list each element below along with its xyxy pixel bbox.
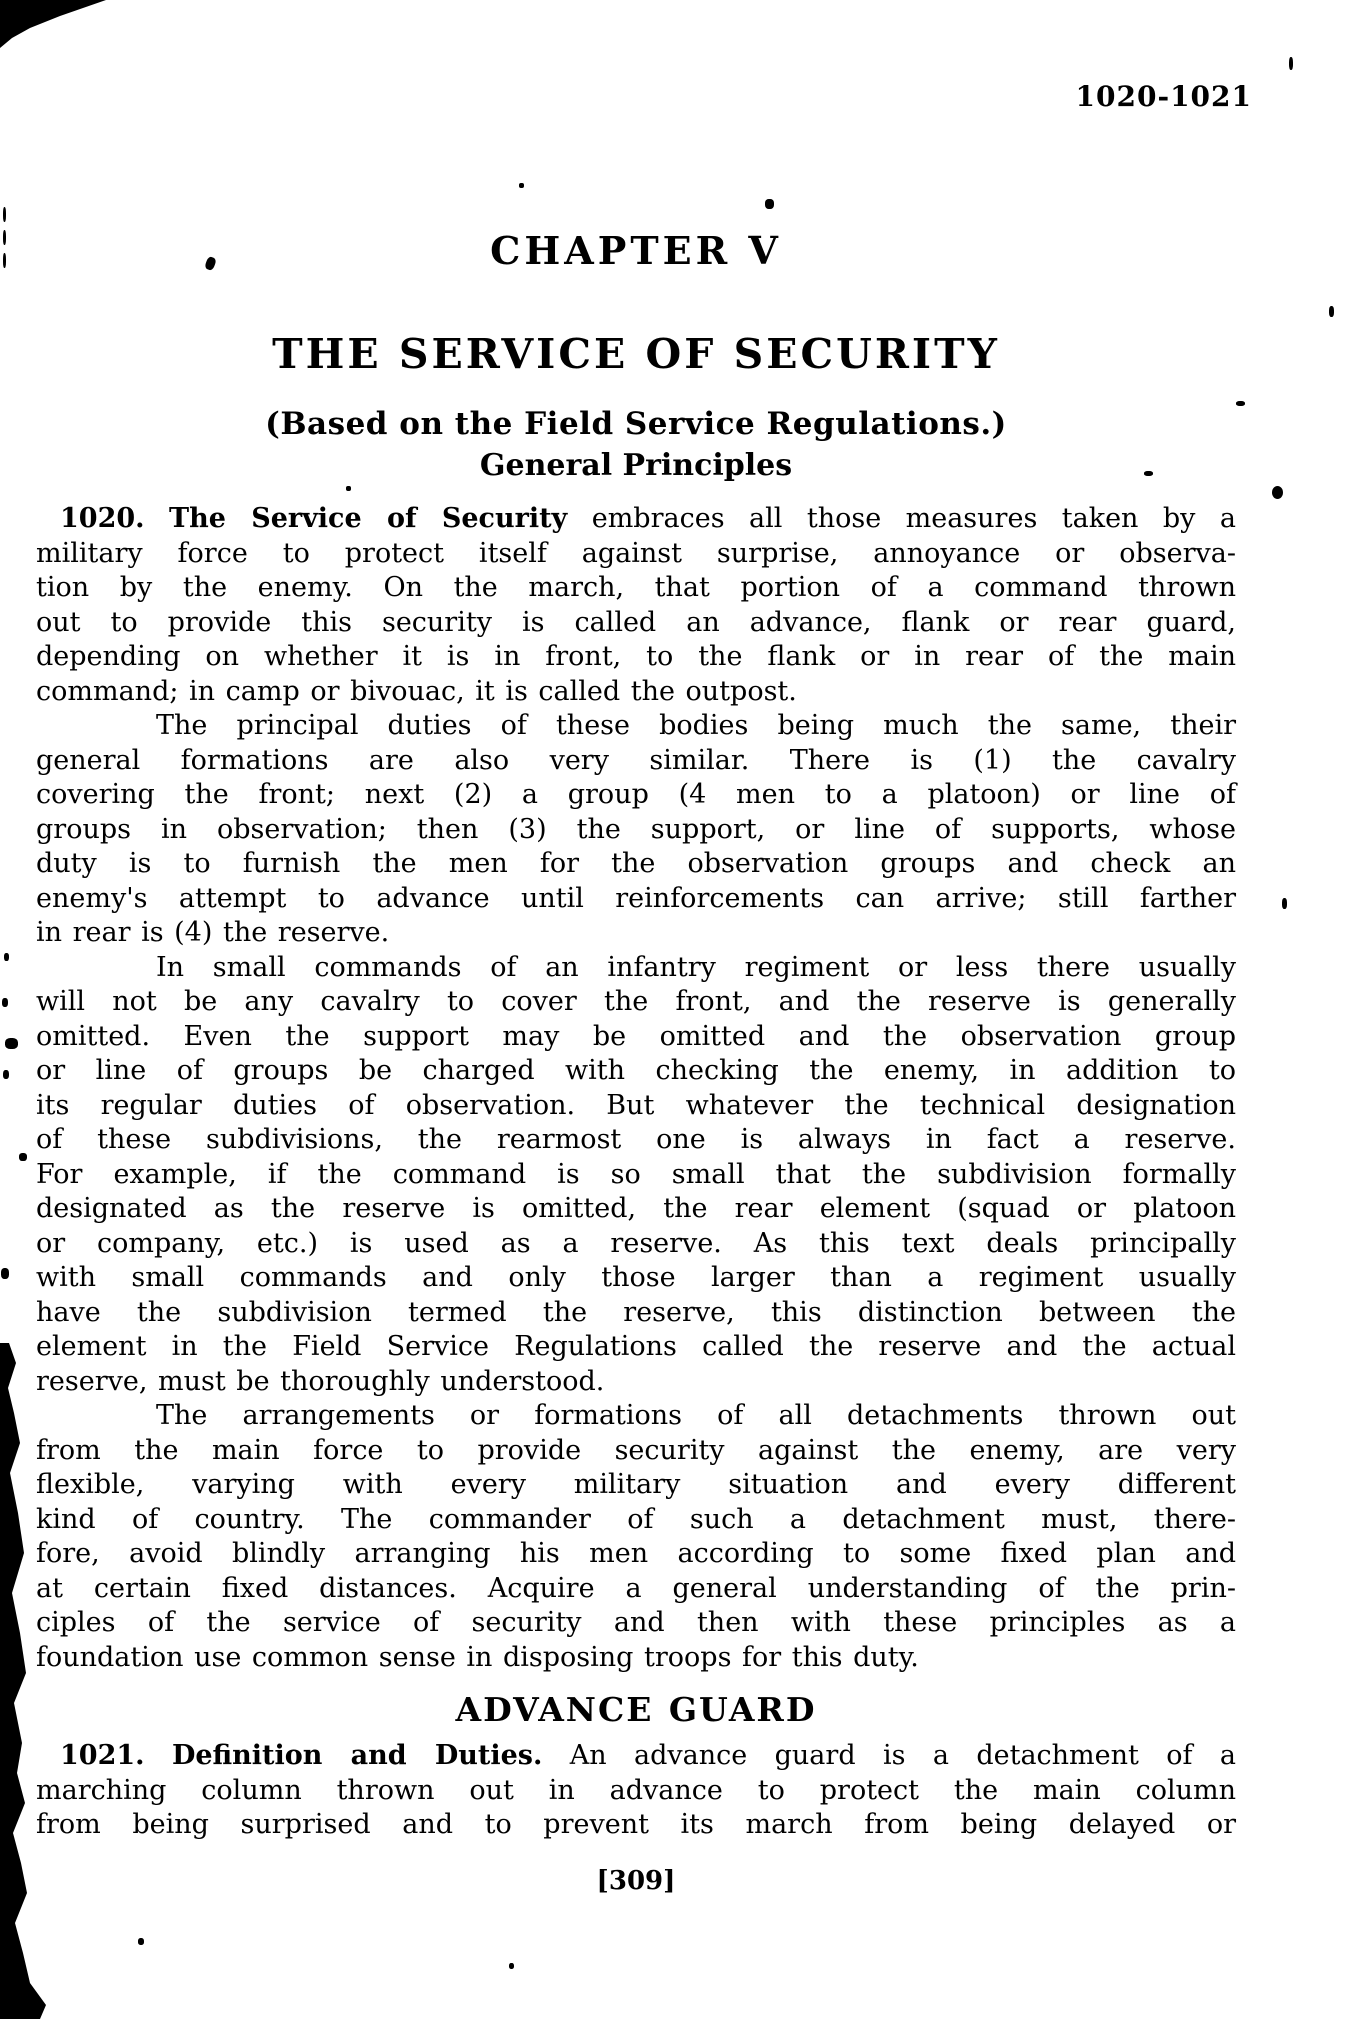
ink-speck: [2, 998, 8, 1007]
page-title: THE SERVICE OF SECURITY: [272, 330, 1000, 378]
text-line: in rear is (4) the reserve.: [36, 917, 390, 948]
subtitle: (Based on the Field Service Regulations.): [265, 406, 1007, 442]
ink-speck: [3, 230, 6, 245]
ink-speck: [19, 1153, 27, 1161]
text-line: will not be any cavalry to cover the front, and the reserve is generally: [36, 986, 1236, 1017]
text-line: from the main force to provide security against the enemy, are very: [36, 1434, 1236, 1466]
text-line: at certain fixed distances. Acquire a general understanding of the prin-: [36, 1572, 1236, 1604]
ink-speck: [509, 1963, 514, 1969]
footer-page-number: [309]: [596, 1866, 676, 1896]
text-line: foundation use common sense in disposing troops for this duty.: [36, 1641, 919, 1673]
text-line: In small commands of an infantry regiment or less there usually: [156, 951, 1236, 983]
chapter-heading: CHAPTER V: [490, 228, 782, 273]
text-line: of these subdivisions, the rearmost one is always in fact a reserve.: [36, 1124, 1236, 1155]
text-line: out to provide this security is called an advance, flank or rear guard,: [36, 606, 1236, 638]
paragraph-arrangements: [36, 1399, 1236, 1675]
text-line: enemy's attempt to advance until reinforcements can arrive; still farther: [36, 882, 1236, 914]
text-line: covering the front; next (2) a group (4 men to a platoon) or line of: [36, 779, 1236, 810]
paragraph-number: 1021.: [60, 1740, 145, 1771]
text-line: designated as the reserve is omitted, the rear element (squad or platoon: [36, 1193, 1236, 1224]
paragraph-lead-bold: Definition and Duties.: [171, 1740, 543, 1771]
ink-speck: [765, 199, 774, 209]
text-line: tion by the enemy. On the march, that portion of a command thrown: [36, 572, 1236, 603]
section-heading: General Principles: [479, 448, 793, 483]
text-line: For example, if the command is so small that the subdivision formally: [36, 1158, 1236, 1190]
paragraph-small-commands: [36, 951, 1236, 1400]
ink-speck: [3, 253, 6, 268]
ink-speck: [5, 1038, 18, 1049]
text-line: its regular duties of observation. But whatever the technical designation: [36, 1089, 1236, 1121]
paragraph-principal-duties: [36, 709, 1236, 951]
ink-speck: [4, 953, 9, 961]
body-text: [36, 502, 1236, 1843]
ink-speck: [138, 1938, 144, 1945]
text-line: [36, 1739, 1236, 1774]
text-line: marching column thrown out in advance to protect the main column: [36, 1774, 1236, 1806]
text-run: An advance guard is a detachment of a: [569, 1740, 1236, 1771]
text-line: omitted. Even the support may be omitted and the observation group: [36, 1020, 1236, 1052]
text-line: or company, etc.) is used as a reserve. As this text deals principally: [36, 1227, 1236, 1259]
scan-smudge-top-left: [0, 0, 112, 56]
text-line: groups in observation; then (3) the support, or line of supports, whose: [36, 813, 1236, 845]
text-line: from being surprised and to prevent its march from being delayed or: [36, 1809, 1236, 1840]
ink-speck: [1282, 898, 1287, 909]
text-line: duty is to furnish the men for the observation groups and check an: [36, 848, 1236, 879]
text-run: embraces all those measures taken by a: [591, 503, 1236, 534]
ink-speck: [3, 1070, 9, 1079]
text-line: element in the Field Service Regulations called the reserve and the actual: [36, 1331, 1236, 1362]
text-line: The arrangements or formations of all detachments thrown out: [156, 1400, 1236, 1431]
advance-guard-heading: ADVANCE GUARD: [455, 1690, 817, 1729]
text-line: ciples of the service of security and then with these principles as a: [36, 1607, 1236, 1638]
text-line: fore, avoid blindly arranging his men according to some fixed plan and: [36, 1538, 1236, 1569]
ink-speck: [1, 1268, 9, 1279]
paragraph-lead-bold: The Service of Security: [169, 503, 568, 534]
ink-speck: [519, 183, 524, 188]
text-line: kind of country. The commander of such a detachment must, there-: [36, 1503, 1236, 1535]
paragraph-1021: [36, 1739, 1236, 1843]
text-line: depending on whether it is in front, to the flank or in rear of the main: [36, 641, 1236, 672]
paragraph-1020: [36, 502, 1236, 709]
text-line: flexible, varying with every military situation and every different: [36, 1469, 1236, 1500]
text-line: military force to protect itself against surprise, annoyance or observa-: [36, 537, 1236, 569]
text-line: with small commands and only those larger than a regiment usually: [36, 1262, 1236, 1293]
text-line: general formations are also very similar. There is (1) the cavalry: [36, 744, 1236, 776]
ink-speck: [346, 486, 351, 491]
page-reference-numbers: 1020-1021: [1075, 80, 1252, 113]
ink-speck: [1236, 401, 1245, 406]
paragraph-number: 1020.: [60, 503, 145, 534]
text-line: reserve, must be thoroughly understood.: [36, 1365, 605, 1397]
ink-speck: [1272, 486, 1283, 499]
text-line: have the subdivision termed the reserve, this distinction between the: [36, 1296, 1236, 1328]
ink-speck: [1289, 57, 1293, 70]
ink-speck: [3, 207, 6, 222]
text-line: command; in camp or bivouac, it is called the outpost.: [36, 675, 797, 707]
text-line: or line of groups be charged with checking the enemy, in addition to: [36, 1055, 1236, 1086]
ink-speck: [1329, 306, 1334, 317]
text-line: The principal duties of these bodies being much the same, their: [156, 710, 1236, 741]
text-line: [36, 502, 1236, 537]
